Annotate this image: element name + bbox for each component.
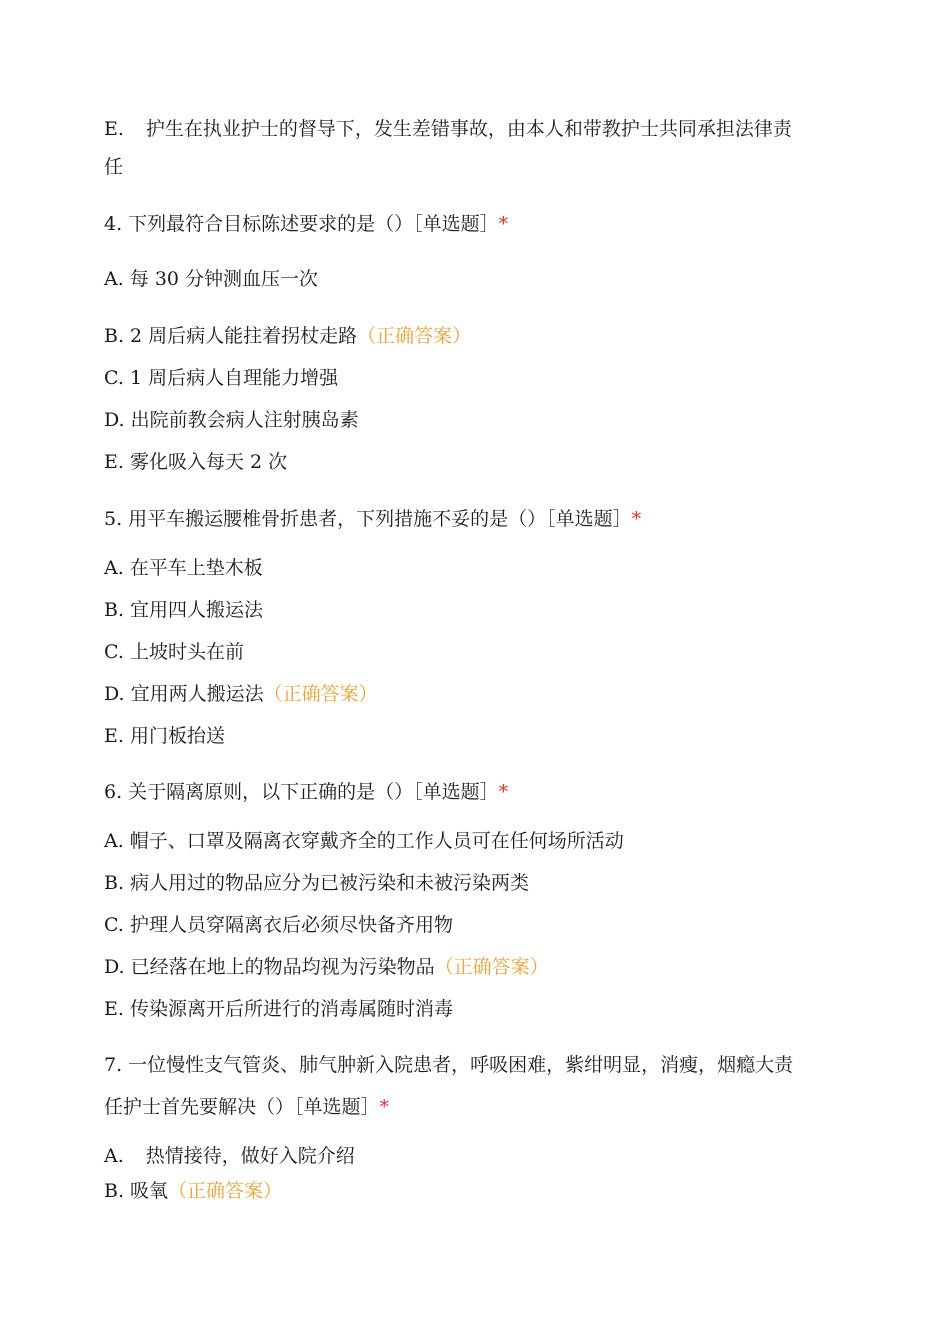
option-text: 热情接待，做好入院介绍 [145, 1145, 355, 1167]
option-text: C. 上坡时头在前 [104, 641, 244, 663]
question-7-option-b [104, 1176, 282, 1203]
question-6-stem [104, 777, 508, 804]
correct-answer-marker: （正确答案） [434, 956, 549, 978]
option-text: 护生在执业护士的督导下，发生差错事故，由本人和带教护士共同承担法律责 [145, 118, 792, 140]
required-marker: * [631, 508, 642, 530]
question-5-option-c [104, 637, 244, 664]
option-text: B. 吸氧 [104, 1180, 169, 1202]
option-text: 任 [104, 156, 124, 178]
option-text: E. 用门板抬送 [104, 725, 225, 747]
question-5-option-a [104, 553, 263, 580]
option-letter: A. [104, 1145, 124, 1167]
required-marker: * [498, 213, 509, 235]
question-4-stem [104, 209, 508, 236]
option-letter: E. [104, 118, 124, 140]
option-text: A. 帽子、口罩及隔离衣穿戴齐全的工作人员可在任何场所活动 [104, 830, 624, 852]
question-stem-text: 5. 用平车搬运腰椎骨折患者，下列措施不妥的是（）［单选题］ [104, 508, 632, 530]
correct-answer-marker: （正确答案） [168, 1180, 283, 1202]
correct-answer-marker: （正确答案） [357, 325, 472, 347]
question-stem-text: 4. 下列最符合目标陈述要求的是（）［单选题］ [104, 213, 499, 235]
option-e-continued [104, 114, 792, 141]
question-5-option-b [104, 595, 263, 622]
option-text: B. 宜用四人搬运法 [104, 599, 264, 621]
option-text: C. 1 周后病人自理能力增强 [104, 367, 339, 389]
question-4-option-b [104, 321, 471, 348]
question-4-option-d [104, 405, 359, 432]
question-7-option-a [104, 1141, 355, 1168]
question-7-stem-line2 [104, 1092, 389, 1119]
question-6-option-a [104, 826, 624, 853]
option-text: E. 雾化吸入每天 2 次 [104, 451, 288, 473]
question-4-option-a [104, 264, 318, 291]
option-text: D. 宜用两人搬运法 [104, 683, 264, 705]
question-6-option-e [104, 994, 453, 1021]
question-6-option-d [104, 952, 549, 979]
question-stem-text: 任护士首先要解决（）［单选题］ [104, 1096, 380, 1118]
question-4-option-c [104, 363, 338, 390]
question-5-option-d [104, 679, 378, 706]
question-6-option-b [104, 868, 529, 895]
required-marker: * [379, 1096, 390, 1118]
correct-answer-marker: （正确答案） [263, 683, 378, 705]
option-text: A. 每 30 分钟测血压一次 [104, 268, 319, 290]
option-text: D. 出院前教会病人注射胰岛素 [104, 409, 359, 431]
required-marker: * [498, 781, 509, 803]
question-6-option-c [104, 910, 453, 937]
question-stem-text: 6. 关于隔离原则，以下正确的是（）［单选题］ [104, 781, 499, 803]
question-4-option-e [104, 447, 287, 474]
option-text: C. 护理人员穿隔离衣后必须尽快备齐用物 [104, 914, 453, 936]
option-text: B. 病人用过的物品应分为已被污染和未被污染两类 [104, 872, 530, 894]
option-text: E. 传染源离开后所进行的消毒属随时消毒 [104, 998, 453, 1020]
option-e-continued-line2 [104, 152, 123, 179]
question-stem-text: 7. 一位慢性支气管炎、肺气肿新入院患者，呼吸困难，紫绀明显，消瘦，烟瘾大责 [104, 1054, 794, 1076]
question-7-stem [104, 1050, 793, 1077]
option-text: D. 已经落在地上的物品均视为污染物品 [104, 956, 435, 978]
question-5-stem [104, 504, 641, 531]
option-text: A. 在平车上垫木板 [104, 557, 263, 579]
option-text: B. 2 周后病人能拄着拐杖走路 [104, 325, 358, 347]
question-5-option-e [104, 721, 225, 748]
